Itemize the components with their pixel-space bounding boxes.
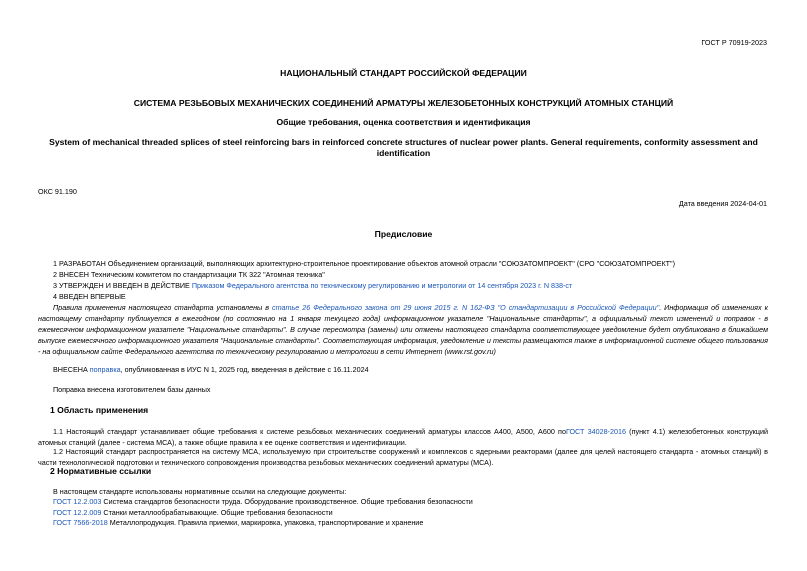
section-1-heading: 1 Область применения [50, 405, 149, 415]
p1-text-start: 1.1 Настоящий стандарт устанавливает общие требования к системе резьбовых механических соединений арматуры классов А400, А500, А600 по [53, 427, 566, 436]
doc-code: ГОСТ Р 70919-2023 [701, 38, 767, 47]
foreword-rules-paragraph [38, 302, 768, 357]
rules-text-end: . Информация об изменениях к настоящему стандарту публикуется в ежегодном (по состоянию на 1 января текущего года) информационном указателе "Национальные стандарты", а официальный текст изменений и поправок - в ежемесячном информационном указателе "Национальные стандарты". В случае пересмотра (замены) или отмены настоящего стандарта соответствующее уведомление будет опубликовано в ближайшем выпуске ежемесячного информационного указателя "Национальные стандарты". Соответствующая информация, уведомление и тексты размещаются также в информационной системе общего пользования - на официальном сайте Федерального агентства по техническому регулированию и метрологии в сети Интернет (www.rst.gov.ru) [38, 303, 768, 356]
rules-text-start: Правила применения настоящего стандарта установлены в [53, 303, 273, 312]
order-link[interactable]: Приказом Федерального агентства по техническому регулированию и метрологии от 14 сентября 2023 г. N 838-ст [191, 281, 573, 290]
oks-code: ОКС 91.190 [38, 187, 77, 196]
p1-text-end: (пункт 4.1) железобетонных конструкций атомных станций (далее - система МСА), а также общие правила к ее оценке соответствия и идентификации. [38, 427, 768, 447]
reference-item [53, 517, 423, 528]
amendment-link[interactable]: поправка [89, 365, 121, 374]
national-standard-title: НАЦИОНАЛЬНЫЙ СТАНДАРТ РОССИЙСКОЙ ФЕДЕРАЦИИ [280, 68, 527, 78]
foreword-item-1: 1 РАЗРАБОТАН Объединением организаций, выполняющих архитектурно-строительное проектирование объектов атомной отрасли "СОЮЗАТОМПРОЕКТ" (СРО "СОЮЗАТОМПРОЕКТ") [53, 259, 676, 268]
gost-12-2-003-link[interactable]: ГОСТ 12.2.003 [53, 497, 102, 506]
foreword-item-2: 2 ВНЕСЕН Техническим комитетом по стандартизации ТК 322 "Атомная техника" [53, 270, 325, 279]
foreword-heading: Предисловие [374, 229, 433, 239]
standard-title-ru: СИСТЕМА РЕЗЬБОВЫХ МЕХАНИЧЕСКИХ СОЕДИНЕНИЙ АРМАТУРЫ ЖЕЛЕЗОБЕТОННЫХ КОНСТРУКЦИЙ АТОМНЫХ СТАНЦИЙ [133, 98, 674, 108]
section-2-heading: 2 Нормативные ссылки [50, 466, 152, 476]
standard-title-en: System of mechanical threaded splices of steel reinforcing bars in reinforced concrete structures of nuclear power plants. General requirements, conformity assessment and identification [49, 137, 758, 158]
amendment-line [53, 364, 369, 375]
foreword-item-3-text: 3 УТВЕРЖДЕН И ВВЕДЕН В ДЕЙСТВИЕ [53, 281, 192, 290]
standard-subtitle-ru: Общие требования, оценка соответствия и идентификация [276, 117, 531, 127]
intro-date: Дата введения 2024-04-01 [678, 199, 767, 208]
reference-title: Металлопродукция. Правила приемки, маркировка, упаковка, транспортирование и хранение [107, 518, 424, 527]
section-1-paragraph-1 [38, 426, 768, 448]
reference-item [53, 496, 473, 507]
reference-title: Станки металлообрабатывающие. Общие требования безопасности [101, 508, 333, 517]
federal-law-link[interactable]: статье 26 Федерального закона от 29 июня 2015 г. N 162-ФЗ "О стандартизации в Российской Федерации" [272, 303, 660, 312]
gost-7566-2018-link[interactable]: ГОСТ 7566-2018 [53, 518, 108, 527]
amendment-prefix: ВНЕСЕНА [53, 365, 90, 374]
gost-12-2-009-link[interactable]: ГОСТ 12.2.009 [53, 508, 102, 517]
amendment-note: Поправка внесена изготовителем базы данных [53, 385, 211, 394]
reference-title: Система стандартов безопасности труда. Оборудование производственное. Общие требования безопасности [101, 497, 473, 506]
gost-34028-link[interactable]: ГОСТ 34028-2016 [565, 427, 626, 436]
foreword-item-4: 4 ВВЕДЕН ВПЕРВЫЕ [53, 292, 126, 301]
section-2-intro: В настоящем стандарте использованы нормативные ссылки на следующие документы: [53, 487, 347, 496]
amendment-suffix: , опубликованная в ИУС N 1, 2025 год, введенная в действие с 16.11.2024 [120, 365, 369, 374]
foreword-item-3 [53, 280, 572, 291]
section-1-paragraph-2: 1.2 Настоящий стандарт распространяется на систему МСА, используемую при строительстве сооружений и комплексов с ядерными реакторами (далее для целей настоящего стандарта - атомных станций) в части технологической подготовки и технического сопровождения производства резьбовых механических соединений арматуры (МСА). [38, 447, 768, 467]
